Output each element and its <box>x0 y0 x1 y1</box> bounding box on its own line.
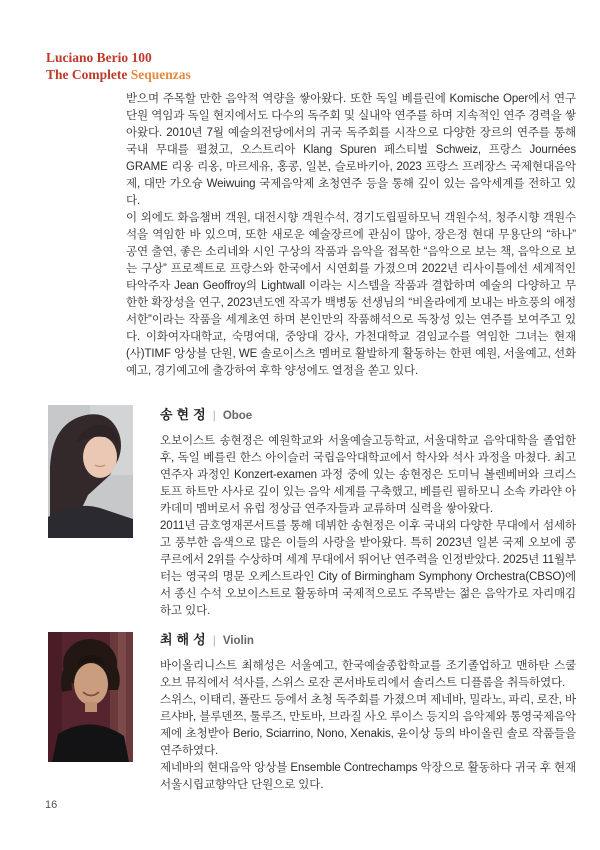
artist-section-violin <box>160 629 576 794</box>
bio-paragraph: 바이올리니스트 최해성은 서울예고, 한국예술종합학교를 조기졸업하고 맨하탄 스쿨 오브 뮤직에서 석사를, 스위스 로잔 콘서바토리에서 솔리스트 디플롬을 취득하였다. <box>160 660 576 689</box>
continued-bio-text <box>126 91 576 380</box>
artist-bio <box>160 433 576 620</box>
bio-paragraph: 오보이스트 송현정은 예원학교와 서울예술고등학교, 서울대학교 음악대학을 졸업한 후, 독일 베를린 한스 아이슬러 국립음악대학교에서 학사와 석사 과정을 마쳤다. 최고연주자 과정인 Konzert-examen 과정 중에 있는 송현정은 도미닉 볼렌베버와 크리스토프 하트만 사사로 깊이 있는 음악 세계를 구축했고, 베를린 필하모니 소속 카라얀 아카데미 멤버로서 유럽 정상급 연주자들과 교류하며 실력을 쌓아왔다. <box>160 435 576 515</box>
artist-heading <box>160 629 576 649</box>
booklet-title-accent: Sequenzas <box>130 67 191 82</box>
booklet-title-line2: The Complete Sequenzas <box>46 67 191 82</box>
artist-photo-violinist <box>48 632 133 762</box>
artist-instrument: Oboe <box>222 410 253 422</box>
booklet-title <box>46 49 191 83</box>
artist-name: 최해성 <box>160 632 210 647</box>
bio-paragraph: 제네바의 현대음악 앙상블 Ensemble Contrechamps 악장으로 활동하다 귀국 후 현재 서울시립교향악단 단원으로 있다. <box>160 762 576 791</box>
page-number: 16 <box>45 799 58 811</box>
artist-bio <box>160 658 576 794</box>
bio-paragraph: 받으며 주목할 만한 음악적 역량을 쌓아왔다. 또한 독일 베를린에 Komische Oper에서 연구단원 역임과 독일 현지에서도 다수의 독주회 및 실내악 연주를 하며 지속적인 연주 경력을 쌓아왔다. 2010년 7월 예술의전당에서의 귀국 독주회를 시작으로 다양한 장르의 연주를 통해 국내 무대를 펼쳤고, 오스트리아 Klang Spuren 페스티벌 Schweiz, 프랑스 Journées GRAME 리옹 리옹, 마르세유, 홍콩, 일본, 슬로바키아, 2023 프랑스 프레장스 국제현대음악제, 대만 가오슝 Weiwuing 국제음악제 초청연주 등을 통해 깊이 있는 음악세계를 전하고 있다. <box>126 93 576 207</box>
artist-heading <box>160 404 576 424</box>
name-instrument-divider: | <box>212 633 216 647</box>
artist-name: 송현정 <box>160 407 210 422</box>
bio-paragraph: 이 외에도 화음챔버 객원, 대전시향 객원수석, 경기도립필하모닉 객원수석, 청주시향 객원수석을 역임한 바 있으며, 또한 새로운 예술장르에 관심이 많아, 장은정 현대 무용단의 “하나” 공연 출연, 좋은 소리네와 시인 구상의 작품과 음악을 접목한 “음악으로 보는 책, 음악으로 보는 구상” 프로젝트로 프랑스와 한국에서 시연회를 가졌으며 2022년 리사이틀에선 세계적인 타악주자 Jean Geoffroy의 Lightwall 이라는 시스템을 작품과 결합하며 예술의 다양하고 무한한 확장성을 연구, 2023년도엔 작곡가 백병동 선생님의 “비올라에게 보내는 바흐풍의 애정서한”이라는 작품을 세계초연 하며 본인만의 작품해석으로 독창성 있는 연주를 보여주고 있다. 이화여자대학교, 숙명여대, 중앙대 강사, 가천대학교 겸임교수를 역임한 그녀는 현재 (사)TIMF 앙상블 단원, WE 솔로이스츠 멤버로 활발하게 활동하는 한편 예원, 서울예고, 선화예고, 경기예고에 출강하여 후학 양성에도 열정을 쏟고 있다. <box>126 212 576 377</box>
booklet-title-line1: Luciano Berio 100 <box>46 50 152 65</box>
artist-photo-oboist <box>48 405 133 538</box>
bio-paragraph: 스위스, 이태리, 폴란드 등에서 초청 독주회를 가졌으며 제네바, 밀라노, 파리, 로잔, 바르샤바, 블루덴쯔, 툴루즈, 만토바, 브라질 사오 루이스 등지의 음악제와 통영국제음악제에 초청받아 Berio, Sciarrino, Nono, Xenakis, 윤이상 등의 바이올린 솔로 작품들을 연주하였다. <box>160 694 576 757</box>
artist-section-oboe <box>160 404 576 620</box>
bio-paragraph: 2011년 금호영재콘서트를 통해 데뷔한 송현정은 이후 국내외 다양한 무대에서 섬세하고 풍부한 음색으로 많은 이들의 사랑을 받아왔다. 특히 2023년 일본 국제 오보에 콩쿠르에서 2위를 수상하며 세계 무대에서 뛰어난 연주력을 인정받았다. 2025년 11월부터는 영국의 명문 오케스트라인 City of Birmingham Symphony Orchestra(CBSO)에서 종신 수석 오보이스트로 활동하며 국제적으로도 주목받는 젊은 음악가로 자리매김하고 있다. <box>160 520 576 617</box>
name-instrument-divider: | <box>212 408 216 422</box>
artist-instrument: Violin <box>222 635 254 647</box>
